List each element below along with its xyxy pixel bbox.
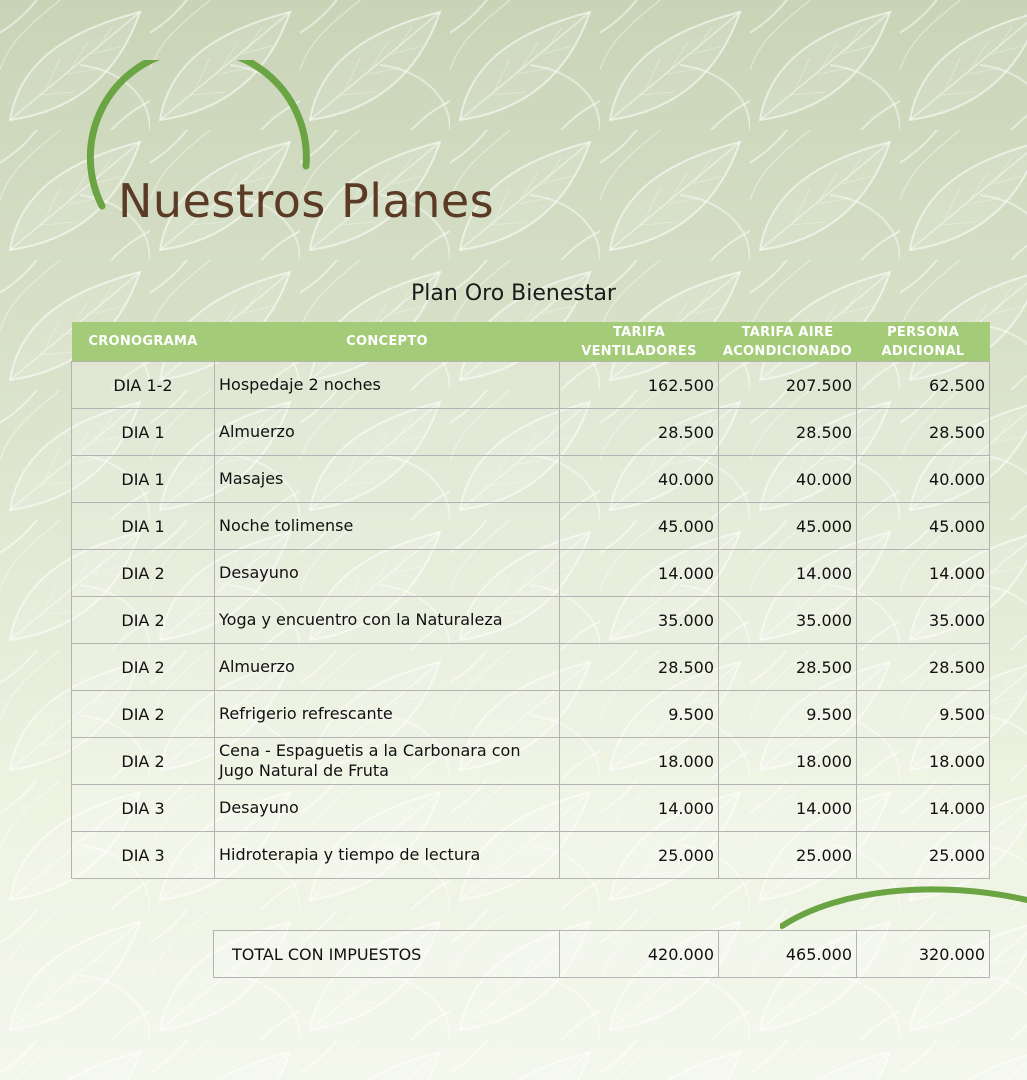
row-tarifa-ventiladores: 45.000 bbox=[560, 503, 719, 550]
row-concept: Yoga y encuentro con la Naturaleza bbox=[215, 597, 560, 644]
row-tarifa-aire: 28.500 bbox=[719, 409, 857, 456]
row-day: DIA 2 bbox=[72, 738, 215, 785]
row-day: DIA 1 bbox=[72, 409, 215, 456]
row-persona-adicional: 28.500 bbox=[857, 644, 990, 691]
row-tarifa-aire: 14.000 bbox=[719, 550, 857, 597]
table-row bbox=[72, 409, 990, 456]
row-persona-adicional: 40.000 bbox=[857, 456, 990, 503]
row-tarifa-ventiladores: 28.500 bbox=[560, 409, 719, 456]
row-tarifa-ventiladores: 18.000 bbox=[560, 738, 719, 785]
header-persona-adicional: PERSONA ADICIONAL bbox=[857, 322, 990, 362]
row-tarifa-ventiladores: 9.500 bbox=[560, 691, 719, 738]
plan-table bbox=[71, 322, 990, 879]
row-tarifa-ventiladores: 14.000 bbox=[560, 785, 719, 832]
total-persona-adicional: 320.000 bbox=[857, 931, 990, 978]
row-tarifa-ventiladores: 35.000 bbox=[560, 597, 719, 644]
header-concepto: CONCEPTO bbox=[215, 322, 560, 362]
row-day: DIA 1-2 bbox=[72, 362, 215, 409]
row-day: DIA 3 bbox=[72, 832, 215, 879]
decorative-swoosh bbox=[780, 880, 1027, 930]
table-row bbox=[72, 738, 990, 785]
table-row bbox=[72, 503, 990, 550]
header-cronograma: CRONOGRAMA bbox=[72, 322, 215, 362]
total-tarifa-aire: 465.000 bbox=[719, 931, 857, 978]
row-tarifa-aire: 14.000 bbox=[719, 785, 857, 832]
row-persona-adicional: 25.000 bbox=[857, 832, 990, 879]
total-label: TOTAL CON IMPUESTOS bbox=[214, 931, 560, 978]
row-day: DIA 1 bbox=[72, 503, 215, 550]
header-tarifa-ventiladores: TARIFA VENTILADORES bbox=[560, 322, 719, 362]
row-tarifa-aire: 207.500 bbox=[719, 362, 857, 409]
table-row bbox=[72, 691, 990, 738]
row-concept: Noche tolimense bbox=[215, 503, 560, 550]
row-tarifa-aire: 28.500 bbox=[719, 644, 857, 691]
total-row bbox=[214, 931, 990, 978]
table-row bbox=[72, 362, 990, 409]
row-concept: Cena - Espaguetis a la Carbonara con Jugo Natural de Fruta bbox=[215, 738, 560, 785]
plan-title: Plan Oro Bienestar bbox=[411, 281, 616, 306]
total-tarifa-ventiladores: 420.000 bbox=[560, 931, 719, 978]
row-day: DIA 1 bbox=[72, 456, 215, 503]
row-concept: Refrigerio refrescante bbox=[215, 691, 560, 738]
row-day: DIA 2 bbox=[72, 597, 215, 644]
row-persona-adicional: 14.000 bbox=[857, 785, 990, 832]
row-persona-adicional: 45.000 bbox=[857, 503, 990, 550]
table-row bbox=[72, 785, 990, 832]
table-row bbox=[72, 550, 990, 597]
row-tarifa-ventiladores: 162.500 bbox=[560, 362, 719, 409]
row-persona-adicional: 28.500 bbox=[857, 409, 990, 456]
table-row bbox=[72, 456, 990, 503]
row-persona-adicional: 9.500 bbox=[857, 691, 990, 738]
row-concept: Desayuno bbox=[215, 785, 560, 832]
row-day: DIA 2 bbox=[72, 644, 215, 691]
page-title: Nuestros Planes bbox=[118, 174, 495, 228]
row-tarifa-aire: 45.000 bbox=[719, 503, 857, 550]
row-persona-adicional: 18.000 bbox=[857, 738, 990, 785]
total-table bbox=[213, 930, 990, 978]
row-day: DIA 2 bbox=[72, 550, 215, 597]
row-day: DIA 2 bbox=[72, 691, 215, 738]
row-persona-adicional: 14.000 bbox=[857, 550, 990, 597]
row-tarifa-ventiladores: 25.000 bbox=[560, 832, 719, 879]
row-concept: Almuerzo bbox=[215, 644, 560, 691]
row-tarifa-ventiladores: 40.000 bbox=[560, 456, 719, 503]
table-header-row bbox=[72, 322, 990, 362]
row-tarifa-aire: 40.000 bbox=[719, 456, 857, 503]
table-row bbox=[72, 644, 990, 691]
row-tarifa-ventiladores: 28.500 bbox=[560, 644, 719, 691]
row-concept: Almuerzo bbox=[215, 409, 560, 456]
row-persona-adicional: 35.000 bbox=[857, 597, 990, 644]
row-concept: Masajes bbox=[215, 456, 560, 503]
row-day: DIA 3 bbox=[72, 785, 215, 832]
row-tarifa-aire: 9.500 bbox=[719, 691, 857, 738]
table-row bbox=[72, 597, 990, 644]
row-tarifa-aire: 25.000 bbox=[719, 832, 857, 879]
row-persona-adicional: 62.500 bbox=[857, 362, 990, 409]
table-row bbox=[72, 832, 990, 879]
row-concept: Hidroterapia y tiempo de lectura bbox=[215, 832, 560, 879]
row-tarifa-ventiladores: 14.000 bbox=[560, 550, 719, 597]
row-tarifa-aire: 35.000 bbox=[719, 597, 857, 644]
row-concept: Desayuno bbox=[215, 550, 560, 597]
header-tarifa-aire: TARIFA AIRE ACONDICIONADO bbox=[719, 322, 857, 362]
row-concept: Hospedaje 2 noches bbox=[215, 362, 560, 409]
row-tarifa-aire: 18.000 bbox=[719, 738, 857, 785]
